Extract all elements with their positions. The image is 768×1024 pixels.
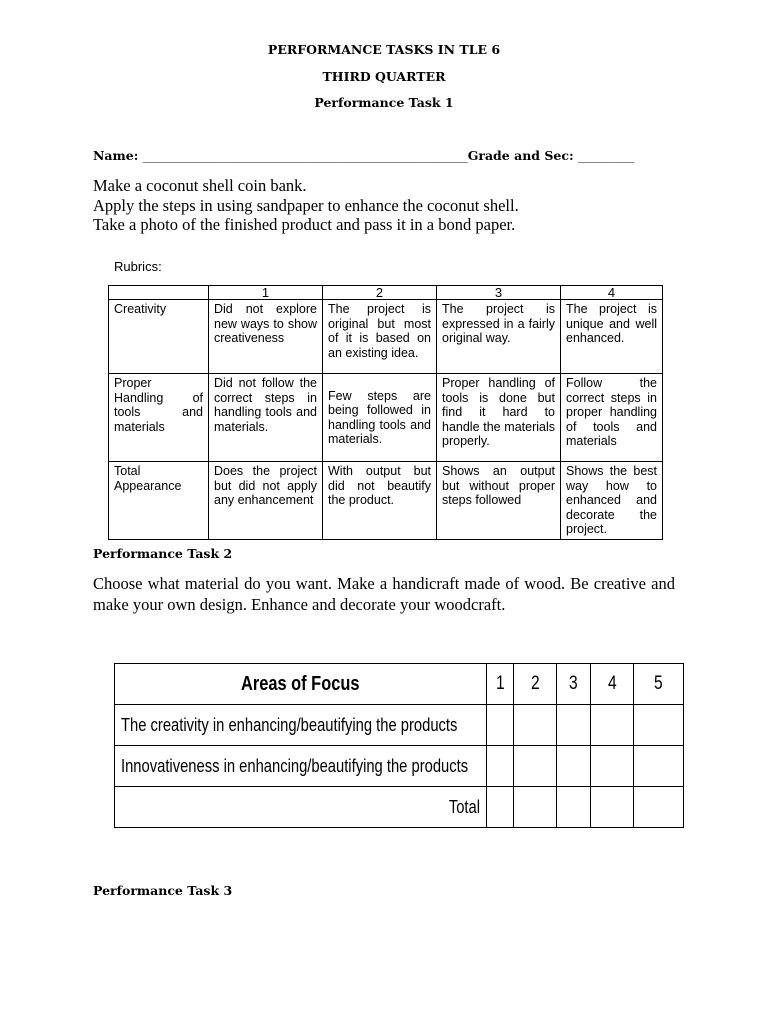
score-header: 3 [569, 673, 578, 694]
score-cell[interactable] [514, 746, 557, 787]
rubric-header-cell: 2 [323, 286, 437, 300]
focus-header-row [115, 664, 684, 705]
name-grade-line [93, 148, 673, 163]
focus-total-row [115, 787, 684, 828]
score-cell[interactable] [591, 705, 634, 746]
task2-instruction: Choose what material do you want. Make a handicraft made of wood. Be creative and make your own design. Enhance and decorate your woodcraft. [93, 574, 675, 614]
areas-of-focus-table [114, 663, 684, 828]
rubric-cell: Did not follow the correct steps in handling tools and materials. [209, 374, 323, 462]
score-cell[interactable] [591, 746, 634, 787]
score-cell[interactable] [514, 705, 557, 746]
task1-heading: Performance Task 1 [314, 95, 454, 110]
document-title: PERFORMANCE TASKS IN TLE 6 [267, 42, 501, 57]
rubric-row [109, 300, 663, 374]
name-label: Name: [93, 148, 139, 163]
rubric-cell: Proper handling of tools is done but find it hard to handle the materials properly. [437, 374, 561, 462]
score-cell[interactable] [634, 746, 684, 787]
task3-heading: Performance Task 3 [93, 883, 233, 898]
rubric-cell: Few steps are being followed in handling tools and materials. [323, 374, 437, 462]
rubric-row [109, 374, 663, 462]
rubric-cell: With output but did not beautify the product. [323, 462, 437, 540]
total-label: Total [448, 796, 480, 817]
grade-label: Grade and Sec: [467, 148, 574, 163]
grade-blank[interactable]: _________ [577, 148, 635, 163]
rubric-cell: Did not explore new ways to show creativeness [209, 300, 323, 374]
task1-instruction-3: Take a photo of the finished product and pass it in a bond paper. [93, 215, 516, 234]
score-cell[interactable] [487, 787, 514, 828]
rubric-cell: The project is original but most of it is based on an existing idea. [323, 300, 437, 374]
score-cell[interactable] [557, 787, 591, 828]
task1-instruction-1: Make a coconut shell coin bank. [93, 176, 307, 195]
score-cell[interactable] [591, 787, 634, 828]
score-cell[interactable] [634, 705, 684, 746]
focus-criterion: Innovativeness in enhancing/beautifying the products [121, 755, 469, 776]
score-cell[interactable] [557, 705, 591, 746]
score-header: 4 [607, 673, 617, 694]
rubric-header-row [109, 286, 663, 300]
rubric-criterion: Proper Handling of tools and materials [109, 374, 209, 462]
rubric-criterion: Total Appearance [109, 462, 209, 540]
score-header: 1 [495, 673, 505, 694]
score-cell[interactable] [634, 787, 684, 828]
rubric-cell: Follow the correct steps in proper handling of tools and materials [561, 374, 663, 462]
rubric-cell: Shows an output but without proper steps followed [437, 462, 561, 540]
focus-criterion: The creativity in enhancing/beautifying the products [121, 714, 458, 735]
rubric-header-cell: 1 [209, 286, 323, 300]
rubric-cell: Shows the best way how to enhanced and decorate the project. [561, 462, 663, 540]
rubric-header-cell: 4 [561, 286, 663, 300]
rubric-cell: Does the project but did not apply any enhancement [209, 462, 323, 540]
rubric-header-cell [109, 286, 209, 300]
rubric-cell: The project is expressed in a fairly original way. [437, 300, 561, 374]
rubric-criterion: Creativity [109, 300, 209, 374]
rubric-header-cell: 3 [437, 286, 561, 300]
score-cell[interactable] [514, 787, 557, 828]
rubric-row [109, 462, 663, 540]
rubric-table [108, 285, 663, 540]
quarter-heading: THIRD QUARTER [322, 69, 446, 84]
rubric-cell: The project is unique and well enhanced. [561, 300, 663, 374]
score-header: 5 [654, 673, 663, 694]
focus-row [115, 746, 684, 787]
name-blank[interactable]: ____________________________________________________ [142, 148, 468, 163]
score-header: 2 [530, 673, 540, 694]
areas-of-focus-label: Areas of Focus [241, 672, 360, 695]
task1-instruction-2: Apply the steps in using sandpaper to enhance the coconut shell. [93, 196, 519, 215]
task2-heading: Performance Task 2 [93, 546, 233, 561]
score-cell[interactable] [557, 746, 591, 787]
focus-row [115, 705, 684, 746]
rubrics-label: Rubrics: [114, 259, 162, 274]
